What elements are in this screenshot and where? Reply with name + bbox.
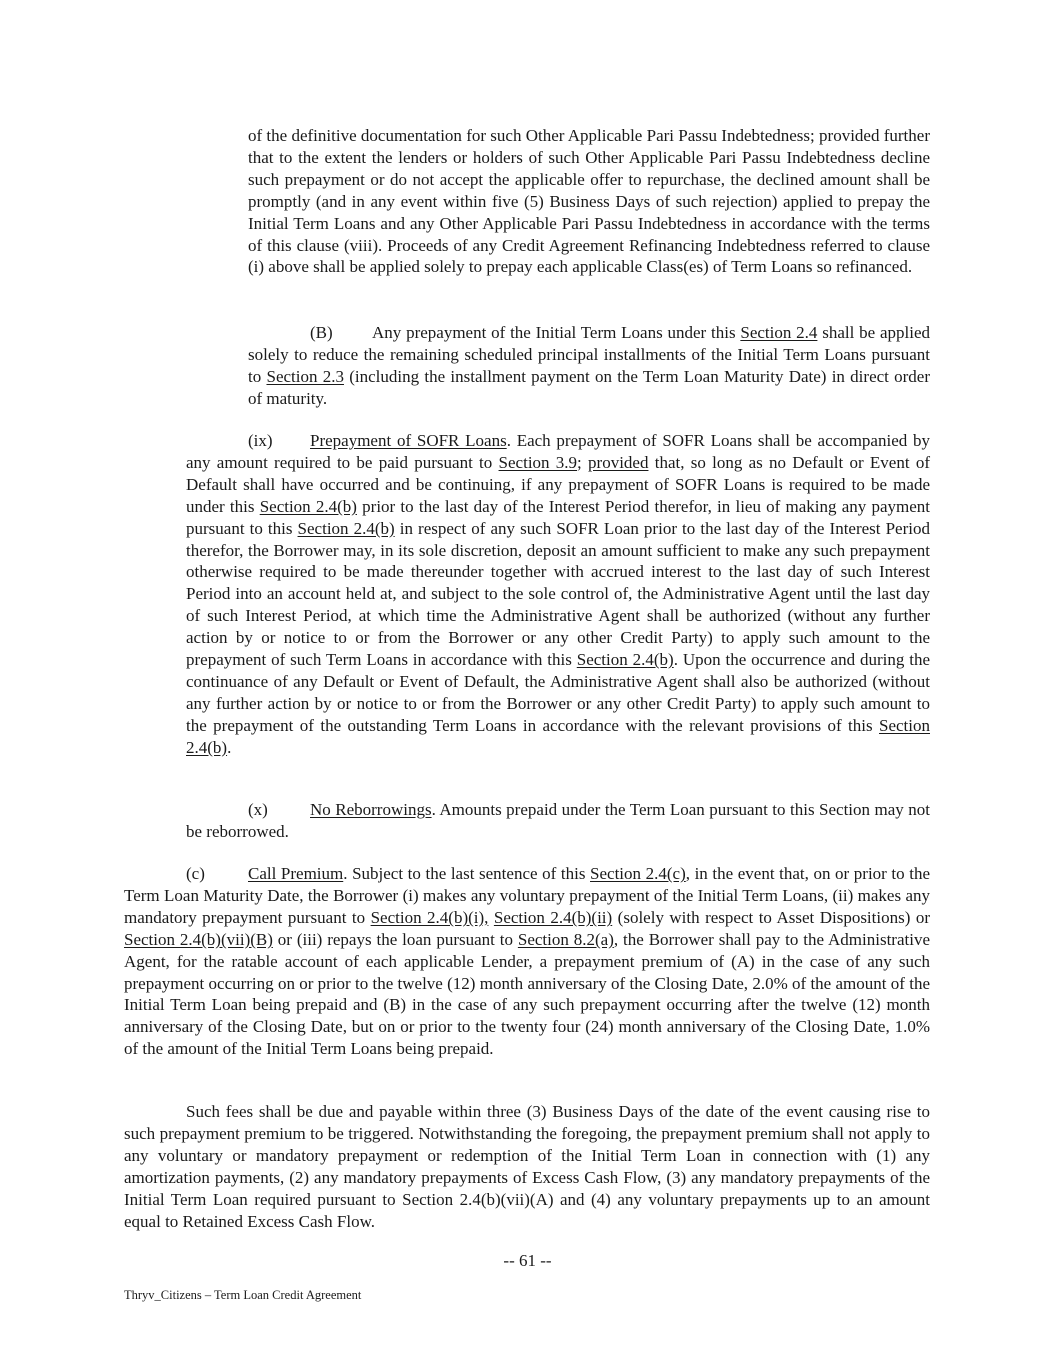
clause-marker: (c) bbox=[186, 864, 205, 883]
clause-marker: (ix) bbox=[248, 431, 273, 450]
clause-marker: (x) bbox=[248, 800, 268, 819]
paragraph-text: . Subject to the last sentence of this bbox=[343, 864, 591, 883]
section-reference-link[interactable]: Section 2.4(b) bbox=[186, 715, 930, 757]
section-reference-link[interactable]: Section 2.4(b)(ii) bbox=[493, 907, 613, 927]
paragraph-text: Such fees shall be due and payable within three (3) Business Days of the date of the event causing rise to such prepayment premium to be triggered. Notwithstanding the foregoing, the prepayment premium shall not apply to any voluntary or mandatory prepayment or redemption of the Initial Term Loan in connection with (1) any amortization payments, (2) any mandatory prepayments of Excess Cash Flow, (3) any mandatory prepayments of the Initial Term Loan required pursuant to Section 2.4(b)(vii)(A) and (4) any voluntary prepayments up to an amount equal to Retained Excess Cash Flow. bbox=[124, 1102, 930, 1231]
paragraph-text: of the definitive documentation for such Other Applicable Pari Passu Indebtedness; provided further that to the extent the lenders or holders of such Other Applicable Pari Passu Indebtedness decline such prepayment or do not accept the applicable offer to repurchase, the declined amount shall be promptly (and in any event within five (5) Business Days of such rejection) applied to prepay the Initial Term Loans and any Other Applicable Pari Passu Indebtedness in accordance with the terms of this clause (viii). Proceeds of any Credit Agreement Refinancing Indebtedness referred to clause (i) above shall be applied solely to prepay each applicable Class(es) of Term Loans so refinanced. bbox=[248, 126, 930, 277]
section-reference-link[interactable]: Section 2.4(b)(i), bbox=[370, 907, 489, 927]
clause-marker: (B) bbox=[310, 323, 333, 342]
section-reference-link[interactable]: Section 2.3 bbox=[266, 366, 344, 386]
section-reference-link[interactable]: Section 3.9 bbox=[498, 452, 578, 472]
paragraph-text: . Amounts prepaid under the Term Loan pursuant to this Section may not be reborrowed. bbox=[186, 800, 930, 841]
paragraph-text: , the Borrower shall pay to the Administrative Agent, for the ratable account of each applicable Lender, a prepayment premium of (A) in the case of any such prepayment occurring on or prior to the twelve (12) month anniversary of the Closing Date, 2.0% of the amount of the Initial Term Loan being prepaid and (B) in the case of any such prepayment occurring after the twelve (12) month anniversary of the Closing Date, but on or prior to the twenty four (24) month anniversary of the Closing Date, 1.0% of the amount of the Initial Term Loans being prepaid. bbox=[124, 929, 931, 1059]
paragraph-text: Any prepayment of the Initial Term Loans under this bbox=[372, 323, 741, 342]
section-reference-link[interactable]: Section 2.4 bbox=[740, 323, 818, 342]
section-reference-link[interactable]: Section 2.4(c) bbox=[590, 864, 686, 883]
clause-heading: No Reborrowings bbox=[310, 800, 432, 819]
section-reference-link[interactable]: Section 2.4(b)(vii)(B) bbox=[124, 929, 273, 949]
clause-ix-paragraph bbox=[186, 430, 930, 759]
section-reference-link[interactable]: Section 2.4(b) bbox=[259, 496, 357, 516]
section-reference-link[interactable]: Section 2.4(b) bbox=[576, 650, 674, 670]
paragraph-text: , in the event that, on or prior to the Term Loan Maturity Date, the Borrower (i) makes any voluntary prepayment of the Initial Term Loans, (ii) makes any mandatory prepayment pursuant to bbox=[124, 864, 930, 927]
paragraph-text: . Each prepayment of SOFR Loans shall be accompanied by any amount required to be paid pursuant to bbox=[186, 431, 930, 472]
page-number: -- 61 -- bbox=[503, 1251, 552, 1270]
section-reference-link[interactable]: Section 8.2(a) bbox=[517, 929, 614, 949]
paragraph-text: (solely with respect to Asset Dispositions) or bbox=[612, 907, 931, 927]
paragraph-text: . Upon the occurrence and during the continuance of any Default or Event of Default, the Administrative Agent shall also be authorized (without any further action by or notice to or from the Borrower or any other Credit Party) to apply such amount to the prepayment of the outstanding Term Loans in accordance with the relevant provisions of this bbox=[186, 650, 930, 735]
section-reference-link[interactable]: Section 2.4(b) bbox=[297, 518, 395, 538]
paragraph-text: shall be applied solely to reduce the remaining scheduled principal installments of the Initial Term Loans pursuant to bbox=[248, 323, 930, 386]
clause-x-paragraph bbox=[186, 799, 930, 843]
clause-c-paragraph bbox=[124, 863, 930, 1060]
clause-b-paragraph bbox=[248, 322, 930, 410]
document-footer-title: Thryv_Citizens – Term Loan Credit Agreement bbox=[124, 1288, 362, 1302]
provided-term: provided bbox=[588, 452, 649, 472]
continuation-paragraph bbox=[248, 125, 930, 278]
fees-paragraph bbox=[124, 1101, 930, 1232]
paragraph-text: . bbox=[227, 737, 232, 757]
paragraph-text: ; bbox=[577, 452, 589, 472]
paragraph-text: in respect of any such SOFR Loan prior to the last day of the Interest Period therefor, the Borrower may, in its sole discretion, deposit an amount sufficient to make any such prepayment otherwise required to be made thereunder together with accrued interest to the last day of such Interest Period into an account held at, and subject to the sole control of, the Administrative Agent until the last day of such Interest Period, at which time the Administrative Agent shall be authorized (without any further action by or notice to or from the Borrower or any other Credit Party) to apply such amount to the prepayment of such Term Loans in accordance with this bbox=[186, 518, 930, 670]
paragraph-text: or (iii) repays the loan pursuant to bbox=[272, 929, 518, 949]
paragraph-text: (including the installment payment on the Term Loan Maturity Date) in direct order of maturity. bbox=[248, 366, 930, 408]
clause-heading: Call Premium bbox=[248, 864, 344, 883]
paragraph-text: prior to the last day of the Interest Period therefor, in lieu of making any payment pursuant to this bbox=[186, 496, 931, 538]
clause-heading: Prepayment of SOFR Loans bbox=[310, 431, 507, 450]
paragraph-text: that, so long as no Default or Event of Default shall have occurred and be continuing, if any prepayment of SOFR Loans is required to be made under this bbox=[186, 452, 930, 516]
